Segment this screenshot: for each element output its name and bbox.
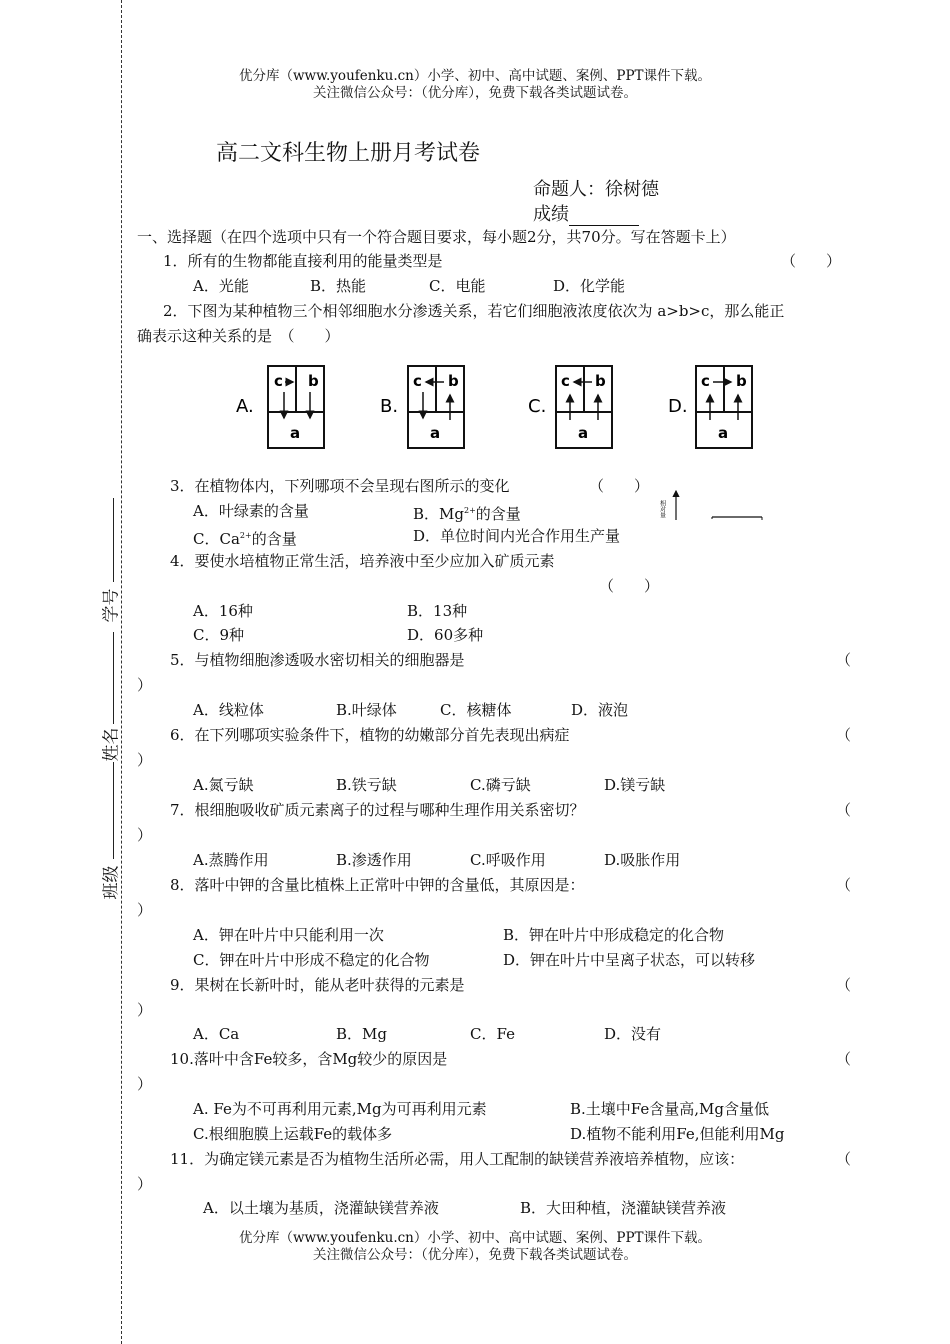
student-number-label: 学号 [101, 588, 122, 623]
q11-paren-open[interactable]: （ [836, 1150, 852, 1168]
q3-graph-ylabel: 相对量 [658, 500, 666, 518]
q11-option-b[interactable]: B．大田种植，浇灌缺镁营养液 [520, 1199, 727, 1217]
q4-option-d[interactable]: D．60多种 [407, 626, 484, 644]
q10-option-d[interactable]: D.植物不能利用Fe,但能利用Mg [570, 1125, 785, 1143]
q3-option-a[interactable]: A．叶绿素的含量 [193, 502, 309, 520]
q11-paren-close: ） [137, 1175, 153, 1193]
svg-text:b: b [308, 372, 319, 390]
page-title: 高二文科生物上册月考试卷 [216, 141, 481, 166]
q1-option-b[interactable]: B．热能 [310, 277, 367, 295]
diagram-label-c: C. [528, 396, 547, 417]
q10-paren-open[interactable]: （ [836, 1050, 852, 1068]
q5-option-d[interactable]: D．液泡 [571, 701, 629, 719]
q5-stem: 5．与植物细胞渗透吸水密切相关的细胞器是 [170, 651, 465, 669]
q7-paren-close: ） [137, 826, 153, 844]
q7-option-b[interactable]: B.渗透作用 [336, 851, 412, 869]
q6-option-c[interactable]: C.磷亏缺 [470, 776, 531, 794]
diagram-label-b: B. [380, 396, 399, 417]
diagram-option-b[interactable] [380, 366, 464, 448]
q9-paren-open[interactable]: （ [836, 976, 852, 994]
name-label: 姓名 [101, 727, 122, 762]
svg-text:c: c [274, 372, 283, 390]
q7-option-c[interactable]: C.呼吸作用 [470, 851, 546, 869]
q7-stem: 7．根细胞吸收矿质元素离子的过程与哪种生理作用关系密切？ [170, 801, 585, 819]
q3-graph [660, 486, 770, 522]
q3-option-b[interactable]: B．$Mg^{2+}$的含量 [413, 505, 521, 523]
q5-option-b[interactable]: B.叶绿体 [336, 701, 397, 719]
q4-option-b[interactable]: B．13种 [407, 602, 468, 620]
svg-text:a: a [430, 424, 441, 442]
section-1-heading: 一、选择题（在四个选项中只有一个符合题目要求，每小题2分，共70分。写在答题卡上） [137, 228, 736, 246]
q8-option-a[interactable]: A．钾在叶片中只能利用一次 [193, 926, 384, 944]
q4-stem: 4．要使水培植物正常生活，培养液中至少应加入矿质元素 [170, 552, 555, 570]
q6-option-b[interactable]: B.铁亏缺 [336, 776, 397, 794]
svg-text:b: b [595, 372, 606, 390]
diagram-label-a: A. [236, 396, 254, 417]
class-label: 班级 [101, 865, 122, 900]
q3-option-d[interactable]: D．单位时间内光合作用生产量 [413, 527, 621, 545]
q10-stem: 10.落叶中含Fe较多，含Mg较少的原因是 [170, 1050, 448, 1068]
q11-option-a[interactable]: A．以土壤为基质，浇灌缺镁营养液 [203, 1199, 439, 1217]
q5-option-a[interactable]: A．线粒体 [193, 701, 264, 719]
q4-option-c[interactable]: C．9种 [193, 626, 245, 644]
q7-option-d[interactable]: D.吸胀作用 [604, 851, 681, 869]
q8-paren-close: ） [137, 901, 153, 919]
q4-answer-paren[interactable]: （ ） [599, 577, 660, 595]
binding-line [121, 0, 122, 1344]
svg-text:b: b [448, 372, 459, 390]
author: 命题人：徐树德 [533, 179, 659, 200]
q11-stem: 11．为确定镁元素是否为植物生活所必需，用人工配制的缺镁营养液培养植物，应该： [170, 1150, 745, 1168]
header-line-1: 优分库（www.youfenku.cn）小学、初中、高中试题、案例、PPT课件下载。 [238, 68, 712, 84]
svg-text:b: b [736, 372, 747, 390]
q6-paren-close: ） [137, 751, 153, 769]
q10-option-c[interactable]: C.根细胞膜上运载Fe的载体多 [193, 1125, 393, 1143]
q8-option-d[interactable]: D．钾在叶片中呈离子状态，可以转移 [503, 951, 756, 969]
q10-option-b[interactable]: B.土壤中Fe含量高,Mg含量低 [570, 1100, 769, 1118]
q10-paren-close: ） [137, 1075, 153, 1093]
osmosis-diagram [230, 362, 770, 454]
q8-stem: 8．落叶中钾的含量比植株上正常叶中钾的含量低，其原因是： [170, 876, 585, 894]
q9-option-a[interactable]: A．Ca [193, 1025, 240, 1043]
svg-text:c: c [561, 372, 570, 390]
score-blank[interactable] [569, 209, 639, 226]
q9-option-b[interactable]: B．Mg [336, 1025, 387, 1043]
diagram-option-a[interactable] [236, 366, 324, 448]
score-label: 成绩 [533, 204, 569, 225]
diagram-option-c[interactable] [528, 366, 612, 448]
q5-paren-open[interactable]: （ [836, 651, 852, 669]
q1-option-c[interactable]: C．电能 [429, 277, 486, 295]
q9-option-d[interactable]: D．没有 [604, 1025, 662, 1043]
q2-stem-line-2: 确表示这种关系的是 （ ） [137, 327, 340, 345]
q1-option-a[interactable]: A．光能 [193, 277, 249, 295]
svg-text:a: a [290, 424, 301, 442]
q8-paren-open[interactable]: （ [836, 876, 852, 894]
q6-stem: 6．在下列哪项实验条件下，植物的幼嫩部分首先表现出病症 [170, 726, 570, 744]
q6-paren-open[interactable]: （ [836, 726, 852, 744]
class-blank[interactable] [113, 762, 114, 859]
q8-option-b[interactable]: B．钾在叶片中形成稳定的化合物 [503, 926, 725, 944]
q3-answer-paren[interactable]: （ ） [589, 477, 650, 495]
q6-option-d[interactable]: D.镁亏缺 [604, 776, 666, 794]
q7-option-a[interactable]: A.蒸腾作用 [193, 851, 269, 869]
svg-text:c: c [701, 372, 710, 390]
q7-paren-open[interactable]: （ [836, 801, 852, 819]
q5-option-c[interactable]: C．核糖体 [440, 701, 512, 719]
q9-stem: 9．果树在长新叶时，能从老叶获得的元素是 [170, 976, 465, 994]
footer-line-2: 关注微信公众号：（优分库），免费下载各类试题试卷。 [313, 1247, 637, 1263]
diagram-label-d: D. [668, 396, 688, 417]
q1-option-d[interactable]: D．化学能 [553, 277, 626, 295]
q9-paren-close: ） [137, 1001, 153, 1019]
name-blank[interactable] [113, 632, 114, 724]
svg-text:c: c [413, 372, 422, 390]
q10-option-a[interactable]: A. Fe为不可再利用元素,Mg为可再利用元素 [193, 1100, 487, 1118]
q2-stem-line-1: 2．下图为某种植物三个相邻细胞水分渗透关系，若它们细胞液浓度依次为 a>b>c，那么能正 [163, 302, 785, 320]
header-line-2: 关注微信公众号：（优分库），免费下载各类试题试卷。 [313, 85, 637, 101]
q4-option-a[interactable]: A．16种 [193, 602, 253, 620]
number-blank[interactable] [113, 498, 114, 582]
score-field [533, 200, 639, 226]
q8-option-c[interactable]: C．钾在叶片中形成不稳定的化合物 [193, 951, 430, 969]
diagram-option-d[interactable] [668, 366, 752, 448]
q1-answer-paren[interactable]: （ ） [781, 252, 842, 270]
q3-option-c[interactable]: C．$Ca^{2+}$的含量 [193, 530, 297, 548]
svg-text:a: a [578, 424, 589, 442]
q6-option-a[interactable]: A.氮亏缺 [193, 776, 254, 794]
q5-paren-close: ） [137, 676, 153, 694]
q3-stem: 3．在植物体内，下列哪项不会呈现右图所示的变化 [170, 477, 510, 495]
svg-text:a: a [718, 424, 729, 442]
q1-stem: 1．所有的生物都能直接利用的能量类型是 [163, 252, 443, 270]
q9-option-c[interactable]: C．Fe [470, 1025, 515, 1043]
footer-line-1: 优分库（www.youfenku.cn）小学、初中、高中试题、案例、PPT课件下载。 [238, 1230, 712, 1246]
